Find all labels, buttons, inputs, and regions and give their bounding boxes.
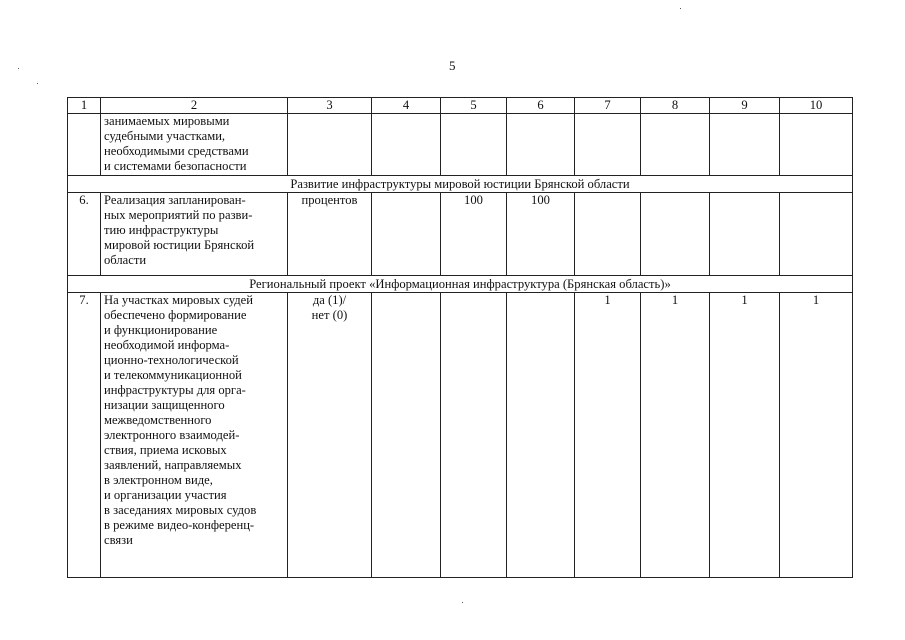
value-col-7: 1 [575,293,641,578]
row-number-cell [68,114,101,176]
column-header: 4 [372,98,441,114]
table-cell [288,114,372,176]
table-cell [507,114,575,176]
value-col-10: 1 [780,293,853,578]
column-header: 5 [441,98,507,114]
value-col-9 [710,193,780,276]
table-cell [372,114,441,176]
column-header: 8 [641,98,710,114]
row-description: На участках мировых судей обеспечено формирование и функционирование необходимой информа- ционно-технологической и телекоммуникационной инфраструктуры для орга- низации защищенного межведомственного электронного взаимодей- ствия, приема исковых заявлений, направляемых в электронном виде, и организации участия в заседаниях мировых судов в режиме видео-конференц- связи [101,293,288,578]
table-row-7 [68,293,853,578]
value-col-6: 100 [507,193,575,276]
column-header: 7 [575,98,641,114]
section-heading: Региональный проект «Информационная инфраструктура (Брянская область)» [68,276,853,293]
value-col-7 [575,193,641,276]
scan-speck [462,602,463,603]
section-heading: Развитие инфраструктуры мировой юстиции Брянской области [68,176,853,193]
row-unit: да (1)/ нет (0) [288,293,372,578]
table-row-continuation [68,114,853,176]
row-description: занимаемых мировыми судебными участками, необходимыми средствами и системами безопасности [101,114,288,176]
value-col-10 [780,193,853,276]
column-header: 2 [101,98,288,114]
table-cell [780,114,853,176]
column-header: 6 [507,98,575,114]
table-header-row [68,98,853,114]
column-header: 9 [710,98,780,114]
value-col-5 [441,293,507,578]
section-heading-row [68,276,853,293]
column-header: 3 [288,98,372,114]
row-number: 6. [68,193,101,276]
value-col-8: 1 [641,293,710,578]
row-description: Реализация запланирован- ных мероприятий по разви- тию инфраструктуры мировой юстиции Брянской области [101,193,288,276]
value-col-8 [641,193,710,276]
table-cell [641,114,710,176]
page-number: 5 [449,58,456,73]
value-col-4 [372,193,441,276]
value-col-9: 1 [710,293,780,578]
scan-speck [18,68,19,69]
row-number: 7. [68,293,101,578]
table-cell [441,114,507,176]
document-table [67,97,853,578]
section-heading-row [68,176,853,193]
value-col-6 [507,293,575,578]
column-header: 10 [780,98,853,114]
scan-speck [680,8,681,9]
row-unit: процентов [288,193,372,276]
column-header: 1 [68,98,101,114]
value-col-5: 100 [441,193,507,276]
value-col-4 [372,293,441,578]
table-row-6 [68,193,853,276]
scan-speck [37,83,38,84]
table-cell [710,114,780,176]
table-cell [575,114,641,176]
